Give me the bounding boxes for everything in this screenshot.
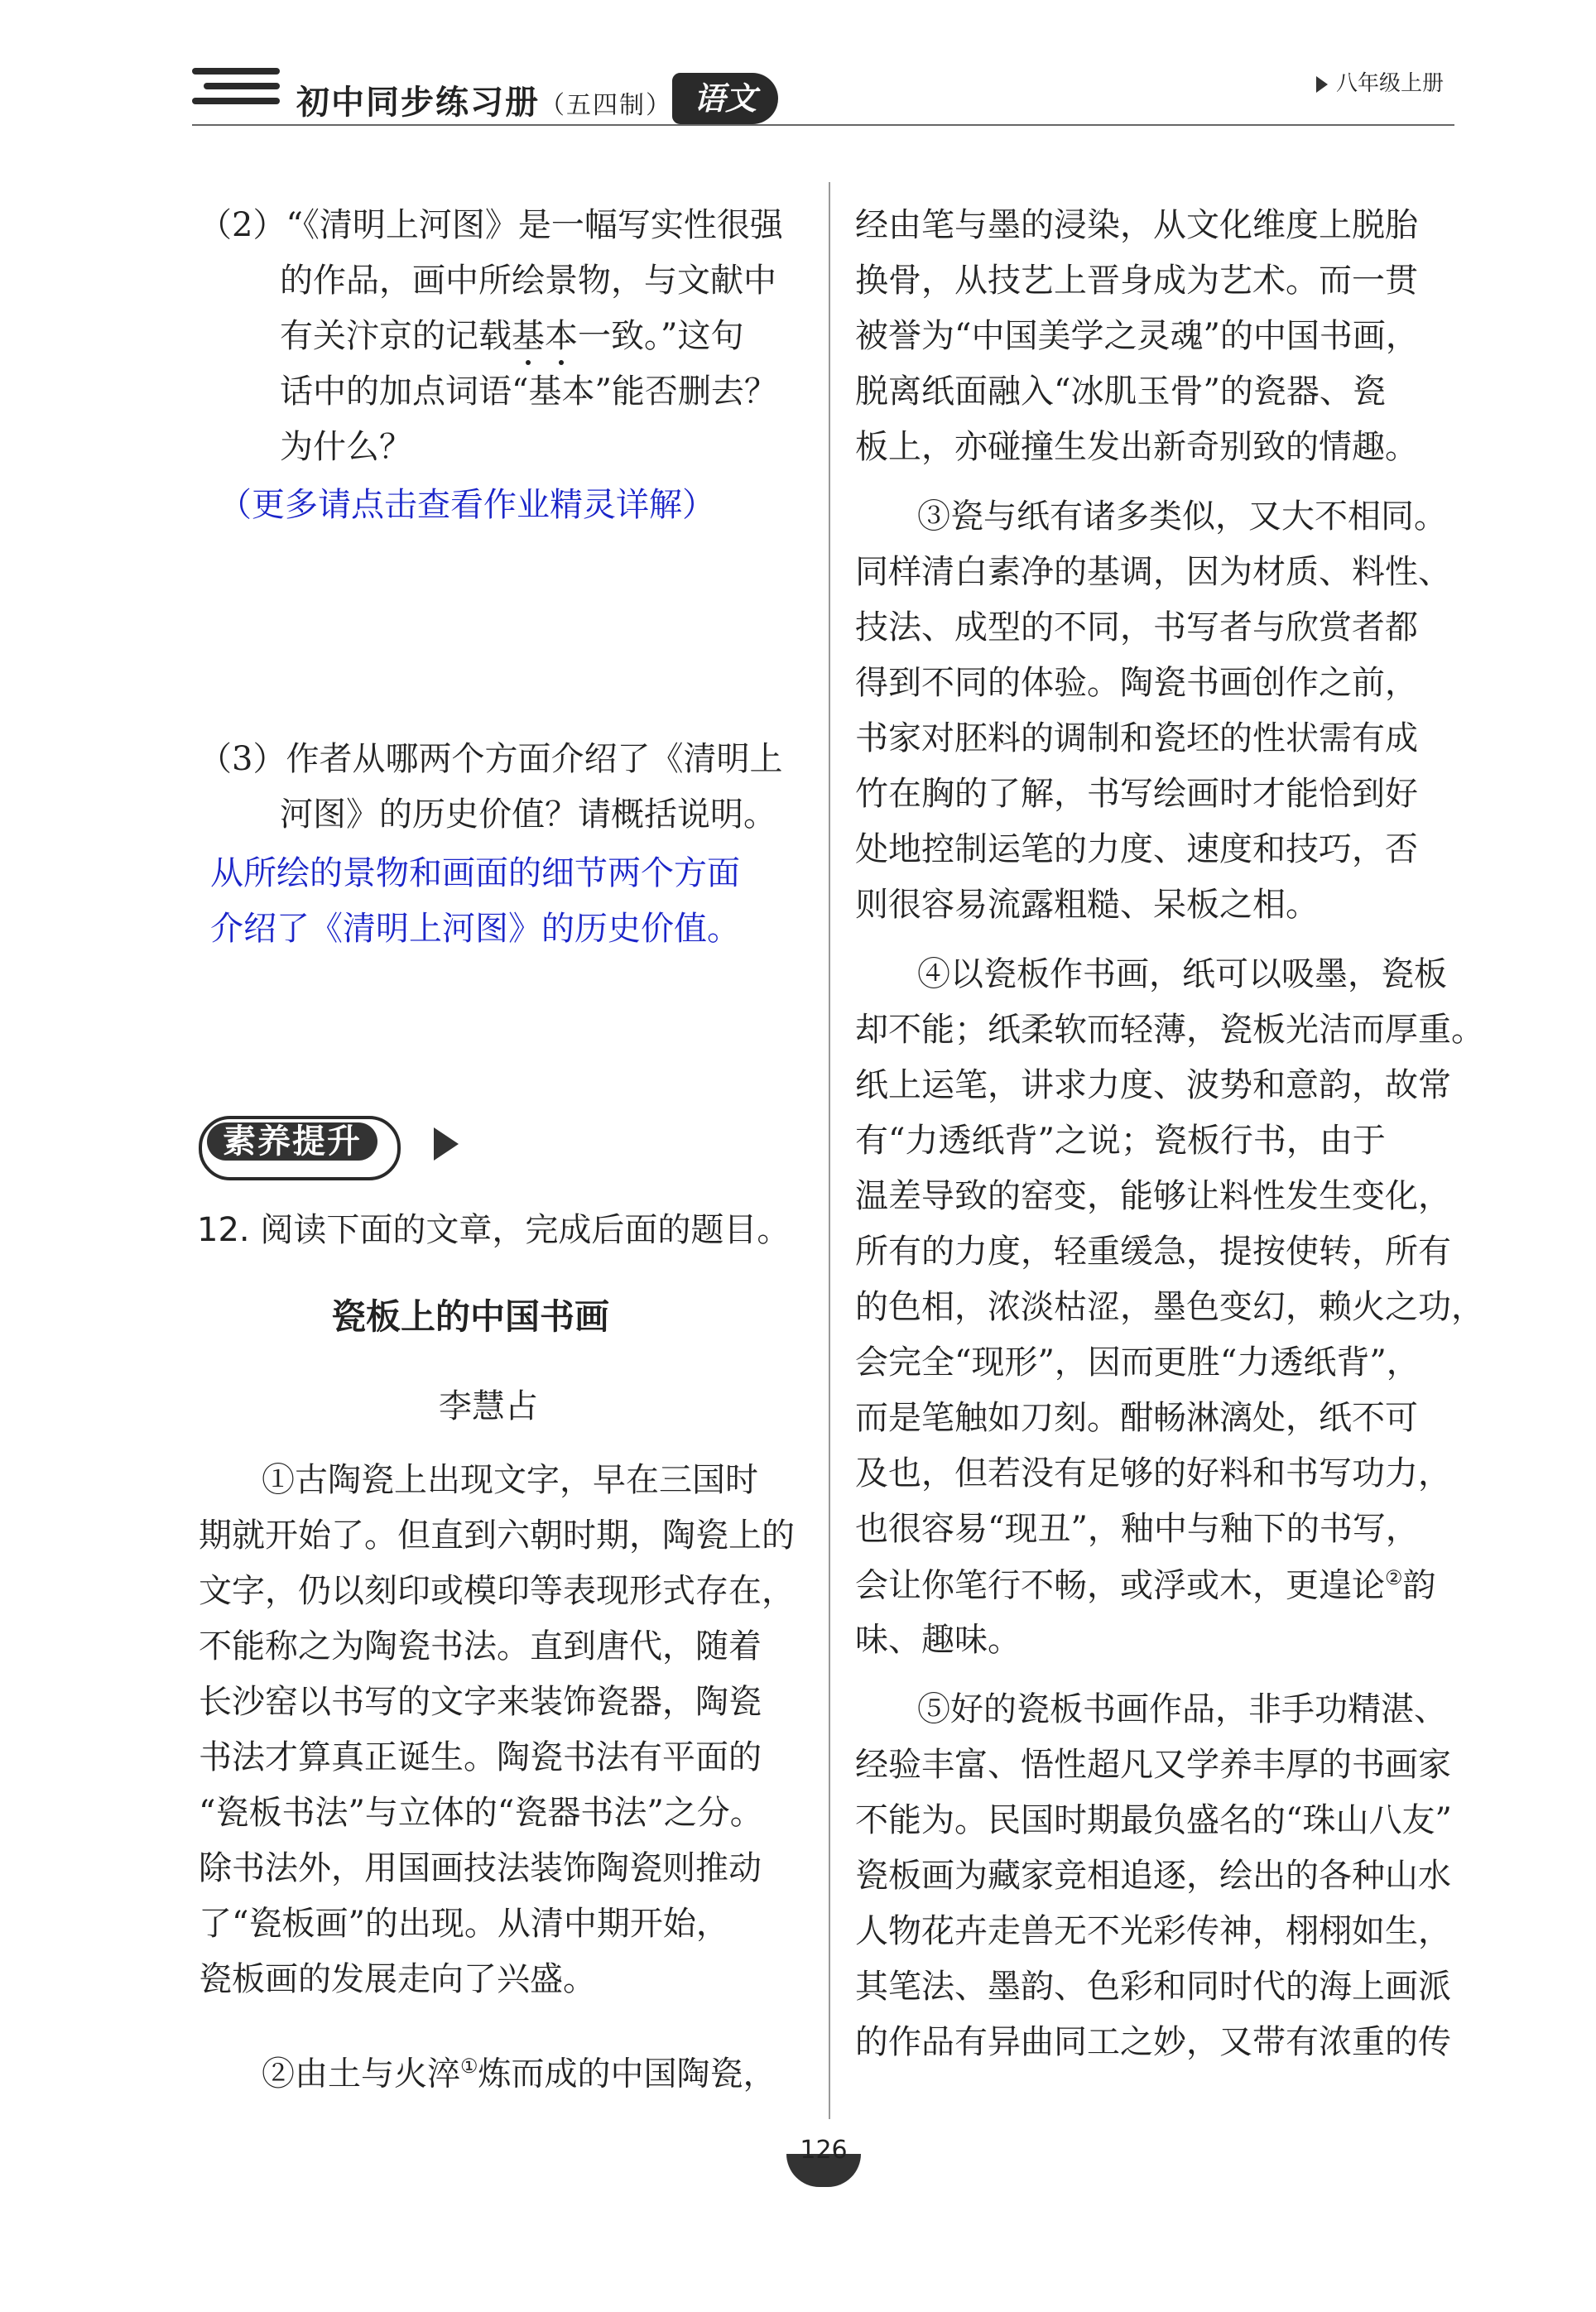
- series-logo-icon: [192, 68, 280, 121]
- p1-line: ①古陶瓷上出现文字，早在三国时: [262, 1461, 758, 1499]
- p3-line: ③瓷与纸有诸多类似，又大不相同。: [917, 497, 1447, 536]
- q3-answer-line-1: 从所绘的景物和画面的细节两个方面: [210, 854, 740, 892]
- p4-line: 却不能；纸柔软而轻薄，瓷板光洁而厚重。: [855, 1011, 1484, 1049]
- p3-line: 则很容易流露粗糙、呆板之相。: [855, 886, 1319, 924]
- header-rule: [192, 124, 1454, 126]
- q2-line-2: 的作品，画中所绘景物，与文献中: [280, 262, 776, 300]
- triangle-icon: [1316, 76, 1328, 93]
- p2-line: 被誉为“中国美学之灵魂”的中国书画，: [855, 317, 1419, 355]
- page-header: [0, 0, 1596, 166]
- p1-line: 不能称之为陶瓷书法。直到唐代，随着: [199, 1627, 762, 1666]
- emphasis-dot-char: 基: [512, 317, 545, 355]
- p3-line: 竹在胸的了解，书写绘画时才能恰到好: [855, 775, 1418, 813]
- p4-line: 及也，但若没有足够的好料和书写功力，: [855, 1454, 1451, 1492]
- q3-line-2: 河图》的历史价值？请概括说明。: [280, 796, 776, 834]
- p1-line: 了“瓷板画”的出现。从清中期开始，: [199, 1905, 729, 1943]
- p3-line: 技法、成型的不同，书写者与欣赏者都: [855, 608, 1418, 646]
- p5-line: ⑤好的瓷板书画作品，非手功精湛、: [917, 1690, 1447, 1728]
- book-title: 初中同步练习册（五四制）: [296, 84, 672, 122]
- q12-prompt: 12. 阅读下面的文章，完成后面的题目。: [197, 1211, 791, 1249]
- p2-line: 脱离纸面融入“冰肌玉骨”的瓷器、瓷: [855, 373, 1386, 411]
- view-solution-link[interactable]: （更多请点击查看作业精灵详解）: [219, 486, 715, 524]
- p5-line: 的作品有异曲同工之妙，又带有浓重的传: [855, 2023, 1451, 2061]
- p4-line: 所有的力度，轻重缓急，提按使转，所有: [855, 1233, 1451, 1271]
- p1-line: “瓷板书法”与立体的“瓷器书法”之分。: [199, 1794, 763, 1832]
- grade-label: 八年级上册: [1316, 66, 1444, 97]
- p3-line: 书家对胚料的调制和瓷坯的性状需有成: [855, 719, 1418, 757]
- p1-line: 除书法外，用国画技法装饰陶瓷则推动: [199, 1849, 762, 1887]
- p4-line: 有“力透纸背”之说；瓷板行书，由于: [855, 1122, 1386, 1160]
- footnote-marker: ②: [1385, 1566, 1403, 1589]
- p1-line: 书法才算真正诞生。陶瓷书法有平面的: [199, 1738, 762, 1776]
- p4-line: 会让你笔行不畅，或浮或木，更遑论②韵: [855, 1566, 1436, 1605]
- section-badge: [199, 1116, 472, 1177]
- p1-line: 期就开始了。但直到六朝时期，陶瓷上的: [199, 1516, 795, 1555]
- p2-first-line: ②由土与火淬①炼而成的中国陶瓷，: [262, 2055, 776, 2093]
- p4-line: 味、趣味。: [855, 1621, 1021, 1659]
- p4-line: 也很容易“现丑”，釉中与釉下的书写，: [855, 1510, 1419, 1548]
- column-divider: [829, 182, 830, 2119]
- p3-line: 同样清白素净的基调，因为材质、料性、: [855, 553, 1451, 591]
- q3-line-1: （3）作者从哪两个方面介绍了《清明上: [199, 740, 783, 778]
- page-number: 126: [800, 2136, 848, 2165]
- p1-line: 长沙窑以书写的文字来装饰瓷器，陶瓷: [199, 1683, 762, 1721]
- p4-line: ④以瓷板作书画，纸可以吸墨，瓷板: [917, 955, 1447, 993]
- p5-line: 不能为。民国时期最负盛名的“珠山八友”: [855, 1801, 1452, 1839]
- p4-line: 温差导致的窑变，能够让料性发生变化，: [855, 1177, 1451, 1215]
- footnote-marker: ①: [460, 2055, 478, 2078]
- p5-line: 瓷板画为藏家竞相追逐，绘出的各种山水: [855, 1857, 1451, 1895]
- q2-line-3: 有关汴京的记载基本一致。”这句: [280, 317, 744, 355]
- p3-line: 得到不同的体验。陶瓷书画创作之前，: [855, 664, 1418, 702]
- article-author: 李慧占: [439, 1387, 538, 1425]
- q3-answer-line-2: 介绍了《清明上河图》的历史价值。: [210, 910, 740, 948]
- p4-line: 会完全“现形”，因而更胜“力透纸背”，: [855, 1343, 1420, 1382]
- p2-line: 板上，亦碰撞生发出新奇别致的情趣。: [855, 428, 1418, 466]
- p3-line: 处地控制运笔的力度、速度和技巧，否: [855, 830, 1418, 868]
- p5-line: 人物花卉走兽无不光彩传神，栩栩如生，: [855, 1912, 1451, 1950]
- subject-badge: 语文: [672, 73, 778, 124]
- article-title: 瓷板上的中国书画: [331, 1296, 610, 1337]
- p5-line: 经验丰富、悟性超凡又学养丰厚的书画家: [855, 1746, 1451, 1784]
- p4-line: 纸上运笔，讲求力度、波势和意韵，故常: [855, 1066, 1451, 1104]
- section-label: 素养提升: [207, 1122, 377, 1161]
- play-arrow-icon: [434, 1127, 459, 1161]
- page-number-badge: [786, 2136, 861, 2185]
- q2-line-4: 话中的加点词语“基本”能否删去？: [280, 373, 777, 411]
- p1-line: 文字，仍以刻印或模印等表现形式存在，: [199, 1572, 795, 1610]
- q2-line-5: 为什么？: [280, 428, 412, 466]
- p1-line: 瓷板画的发展走向了兴盛。: [199, 1960, 596, 1998]
- p4-line: 的色相，浓淡枯涩，墨色变幻，赖火之功，: [855, 1288, 1484, 1326]
- q2-line-1: （2）“《清明上河图》是一幅写实性很强: [199, 206, 783, 244]
- p2-line: 经由笔与墨的浸染，从文化维度上脱胎: [855, 206, 1418, 244]
- p5-line: 其笔法、墨韵、色彩和同时代的海上画派: [855, 1968, 1451, 2006]
- emphasis-dot-char: 本: [545, 317, 578, 355]
- p4-line: 而是笔触如刀刻。酣畅淋漓处，纸不可: [855, 1399, 1418, 1437]
- p2-line: 换骨，从技艺上晋身成为艺术。而一贯: [855, 262, 1418, 300]
